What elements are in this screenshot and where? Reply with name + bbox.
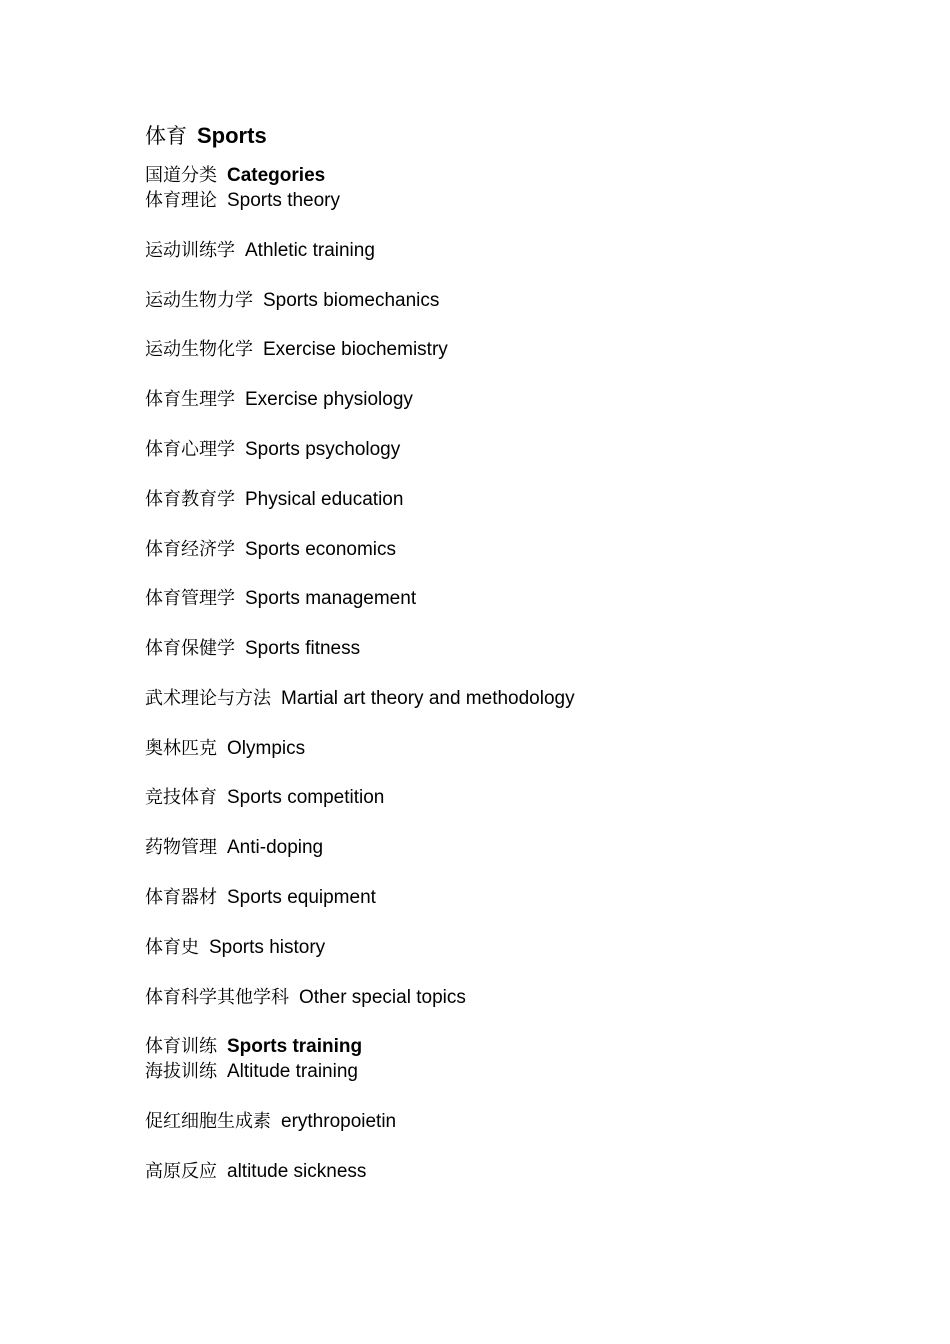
training-heading-zh: 体育训练: [145, 1036, 217, 1057]
term-zh: 高原反应: [145, 1161, 217, 1182]
term-en: Exercise biochemistry: [263, 339, 448, 360]
title-zh: 体育: [145, 124, 187, 148]
list-item: [145, 189, 340, 213]
term-zh: 奥林匹克: [145, 738, 217, 759]
term-zh: 运动生物化学: [145, 339, 253, 360]
term-en: altitude sickness: [227, 1161, 367, 1182]
list-item: [145, 538, 396, 562]
list-item: [145, 438, 400, 462]
term-en: Sports psychology: [245, 439, 401, 460]
term-en: Physical education: [245, 489, 404, 510]
list-item: [145, 239, 375, 263]
term-zh: 体育理论: [145, 190, 217, 211]
list-item: [145, 1060, 358, 1084]
categories-heading-zh: 国道分类: [145, 165, 217, 186]
term-zh: 体育史: [145, 937, 199, 958]
list-item: [145, 936, 325, 960]
list-item: [145, 388, 413, 412]
term-en: Sports equipment: [227, 887, 376, 908]
term-en: Sports theory: [227, 190, 340, 211]
term-en: Other special topics: [299, 987, 466, 1008]
list-item: [145, 488, 403, 512]
list-item: [145, 687, 575, 711]
term-en: Sports history: [209, 937, 326, 958]
term-zh: 体育保健学: [145, 638, 235, 659]
term-zh: 运动训练学: [145, 240, 235, 261]
term-en: Athletic training: [245, 240, 375, 261]
term-en: Olympics: [227, 738, 306, 759]
term-zh: 运动生物力学: [145, 290, 253, 311]
term-zh: 体育心理学: [145, 439, 235, 460]
page-title: [145, 122, 267, 150]
list-item: [145, 1110, 396, 1134]
term-zh: 武术理论与方法: [145, 688, 271, 709]
term-zh: 体育管理学: [145, 588, 235, 609]
list-item: [145, 836, 323, 860]
term-zh: 竞技体育: [145, 787, 217, 808]
term-en: Anti-doping: [227, 837, 324, 858]
term-zh: 体育教育学: [145, 489, 235, 510]
term-zh: 体育经济学: [145, 539, 235, 560]
title-en: Sports: [197, 123, 267, 148]
term-en: Sports economics: [245, 539, 397, 560]
list-item: [145, 886, 376, 910]
term-en: Sports management: [245, 588, 417, 609]
categories-heading-en: Categories: [227, 165, 326, 186]
term-zh: 体育生理学: [145, 389, 235, 410]
term-en: Sports fitness: [245, 638, 361, 659]
term-zh: 体育器材: [145, 887, 217, 908]
list-item: [145, 786, 384, 810]
list-item: [145, 1160, 366, 1184]
term-zh: 促红细胞生成素: [145, 1111, 271, 1132]
list-item: [145, 587, 416, 611]
term-zh: 药物管理: [145, 837, 217, 858]
term-en: Sports biomechanics: [263, 290, 440, 311]
term-zh: 体育科学其他学科: [145, 987, 289, 1008]
term-en: Exercise physiology: [245, 389, 413, 410]
term-en: Sports competition: [227, 787, 385, 808]
list-item: [145, 289, 439, 313]
term-en: erythropoietin: [281, 1111, 397, 1132]
categories-heading: [145, 164, 325, 188]
list-item: [145, 637, 360, 661]
term-en: Altitude training: [227, 1061, 358, 1082]
training-heading-en: Sports training: [227, 1036, 363, 1057]
term-en: Martial art theory and methodology: [281, 688, 575, 709]
list-item: [145, 338, 448, 362]
list-item: [145, 737, 305, 761]
term-zh: 海拔训练: [145, 1061, 217, 1082]
list-item: [145, 986, 466, 1010]
training-heading: [145, 1035, 362, 1059]
